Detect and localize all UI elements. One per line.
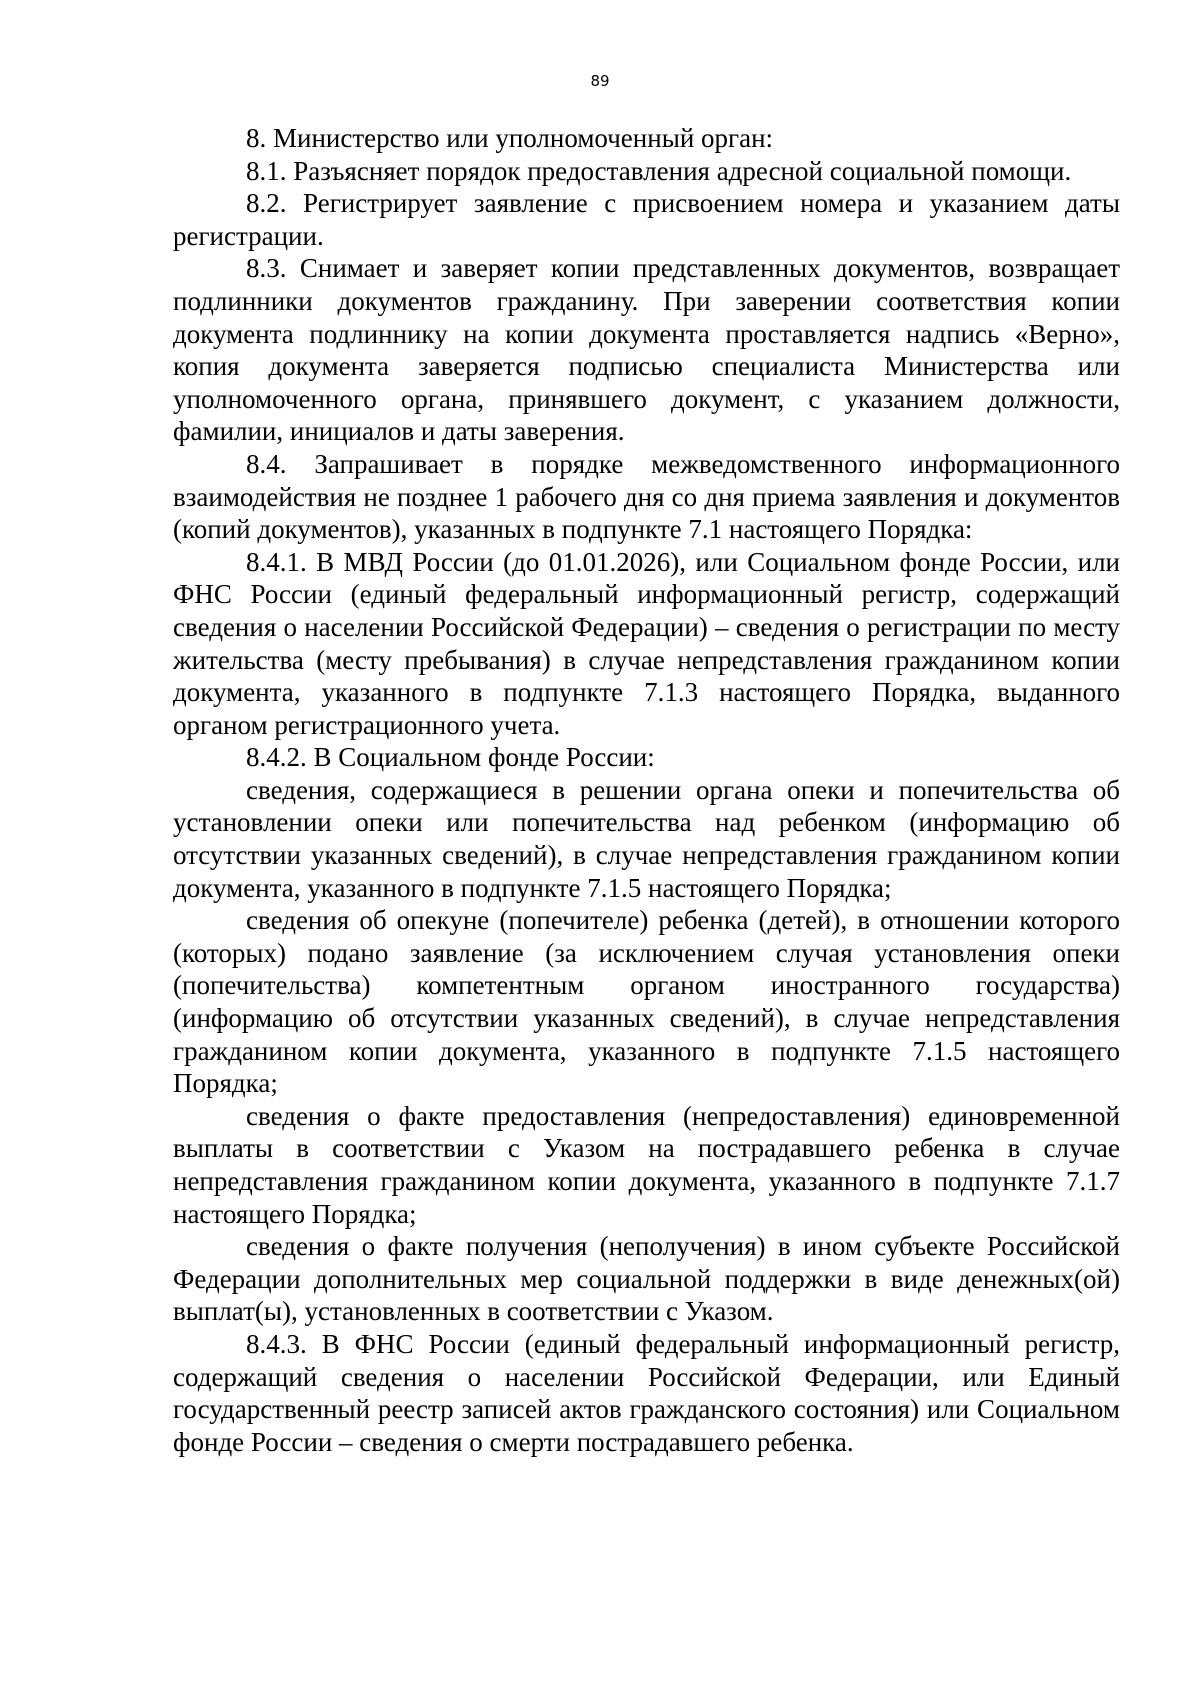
paragraph-8-4-2-item-1: сведения, содержащиеся в решении органа опеки и попечительства об установлении опеки или попечительства над ребенком (информацию об отсутствии указанных сведений), в случае непредставления гражданином копии документа, указанного в подпункте 7.1.5 настоящего Порядка; (173, 774, 1120, 903)
paragraph-8-1: 8.1. Разъясняет порядок предоставления адресной социальной помощи. (246, 155, 1072, 186)
paragraph-8-4-2-item-2: сведения об опекуне (попечителе) ребенка (детей), в отношении которого (которых) подано заявление (за исключением случая установления опеки (попечительства) компетентным органом иностранного государства) (информацию об отсутствии указанных сведений), в случае непредставления гражданином копии документа, указанного в подпункте 7.1.5 настоящего Порядка; (173, 905, 1120, 1099)
paragraph-8-4-2: 8.4.2. В Социальном фонде России: (246, 742, 655, 773)
paragraph-8-4-2-item-4: сведения о факте получения (неполучения) в ином субъекте Российской Федерации дополнительных мер социальной поддержки в виде денежных(ой) выплат(ы), установленных в соответствии с Указом. (173, 1231, 1120, 1327)
paragraph-8-2: 8.2. Регистрирует заявление с присвоением номера и указанием даты регистрации. (173, 188, 1120, 251)
paragraph-8-3: 8.3. Снимает и заверяет копии представленных документов, возвращает подлинники документов гражданину. При заверении соответствия копии документа подлиннику на копии документа проставляется надпись «Верно», копия документа заверяется подписью специалиста Министерства или уполномоченного органа, принявшего документ, с указанием должности, фамилии, инициалов и даты заверения. (173, 253, 1120, 447)
paragraph-8-4-3: 8.4.3. В ФНС России (единый федеральный информационный регистр, содержащий сведения о населении Российской Федерации, или Единый государственный реестр записей актов гражданского состояния) или Социальном фонде России – сведения о смерти пострадавшего ребенка. (173, 1328, 1120, 1457)
paragraph-8-4: 8.4. Запрашивает в порядке межведомственного информационного взаимодействия не позднее 1 рабочего дня со дня приема заявления и документов (копий документов), указанных в подпункте 7.1 настоящего Порядка: (173, 448, 1120, 545)
page-number: 89 (590, 72, 610, 90)
paragraph-8: 8. Министерство или уполномоченный орган: (246, 123, 774, 153)
document-body (173, 122, 1120, 1458)
paragraph-8-4-1: 8.4.1. В МВД России (до 01.01.2026), или Социальном фонде России, или ФНС России (единый федеральный информационный регистр, содержащий сведения о населении Российской Федерации) – сведения о регистрации по месту жительства (месту пребывания) в случае непредставления гражданином копии документа, указанного в подпункте 7.1.3 настоящего Порядка, выданного органом регистрационного учета. (173, 546, 1120, 740)
paragraph-8-4-2-item-3: сведения о факте предоставления (непредоставления) единовременной выплаты в соответствии с Указом на пострадавшего ребенка в случае непредставления гражданином копии документа, указанного в подпункте 7.1.7 настоящего Порядка; (173, 1100, 1120, 1229)
